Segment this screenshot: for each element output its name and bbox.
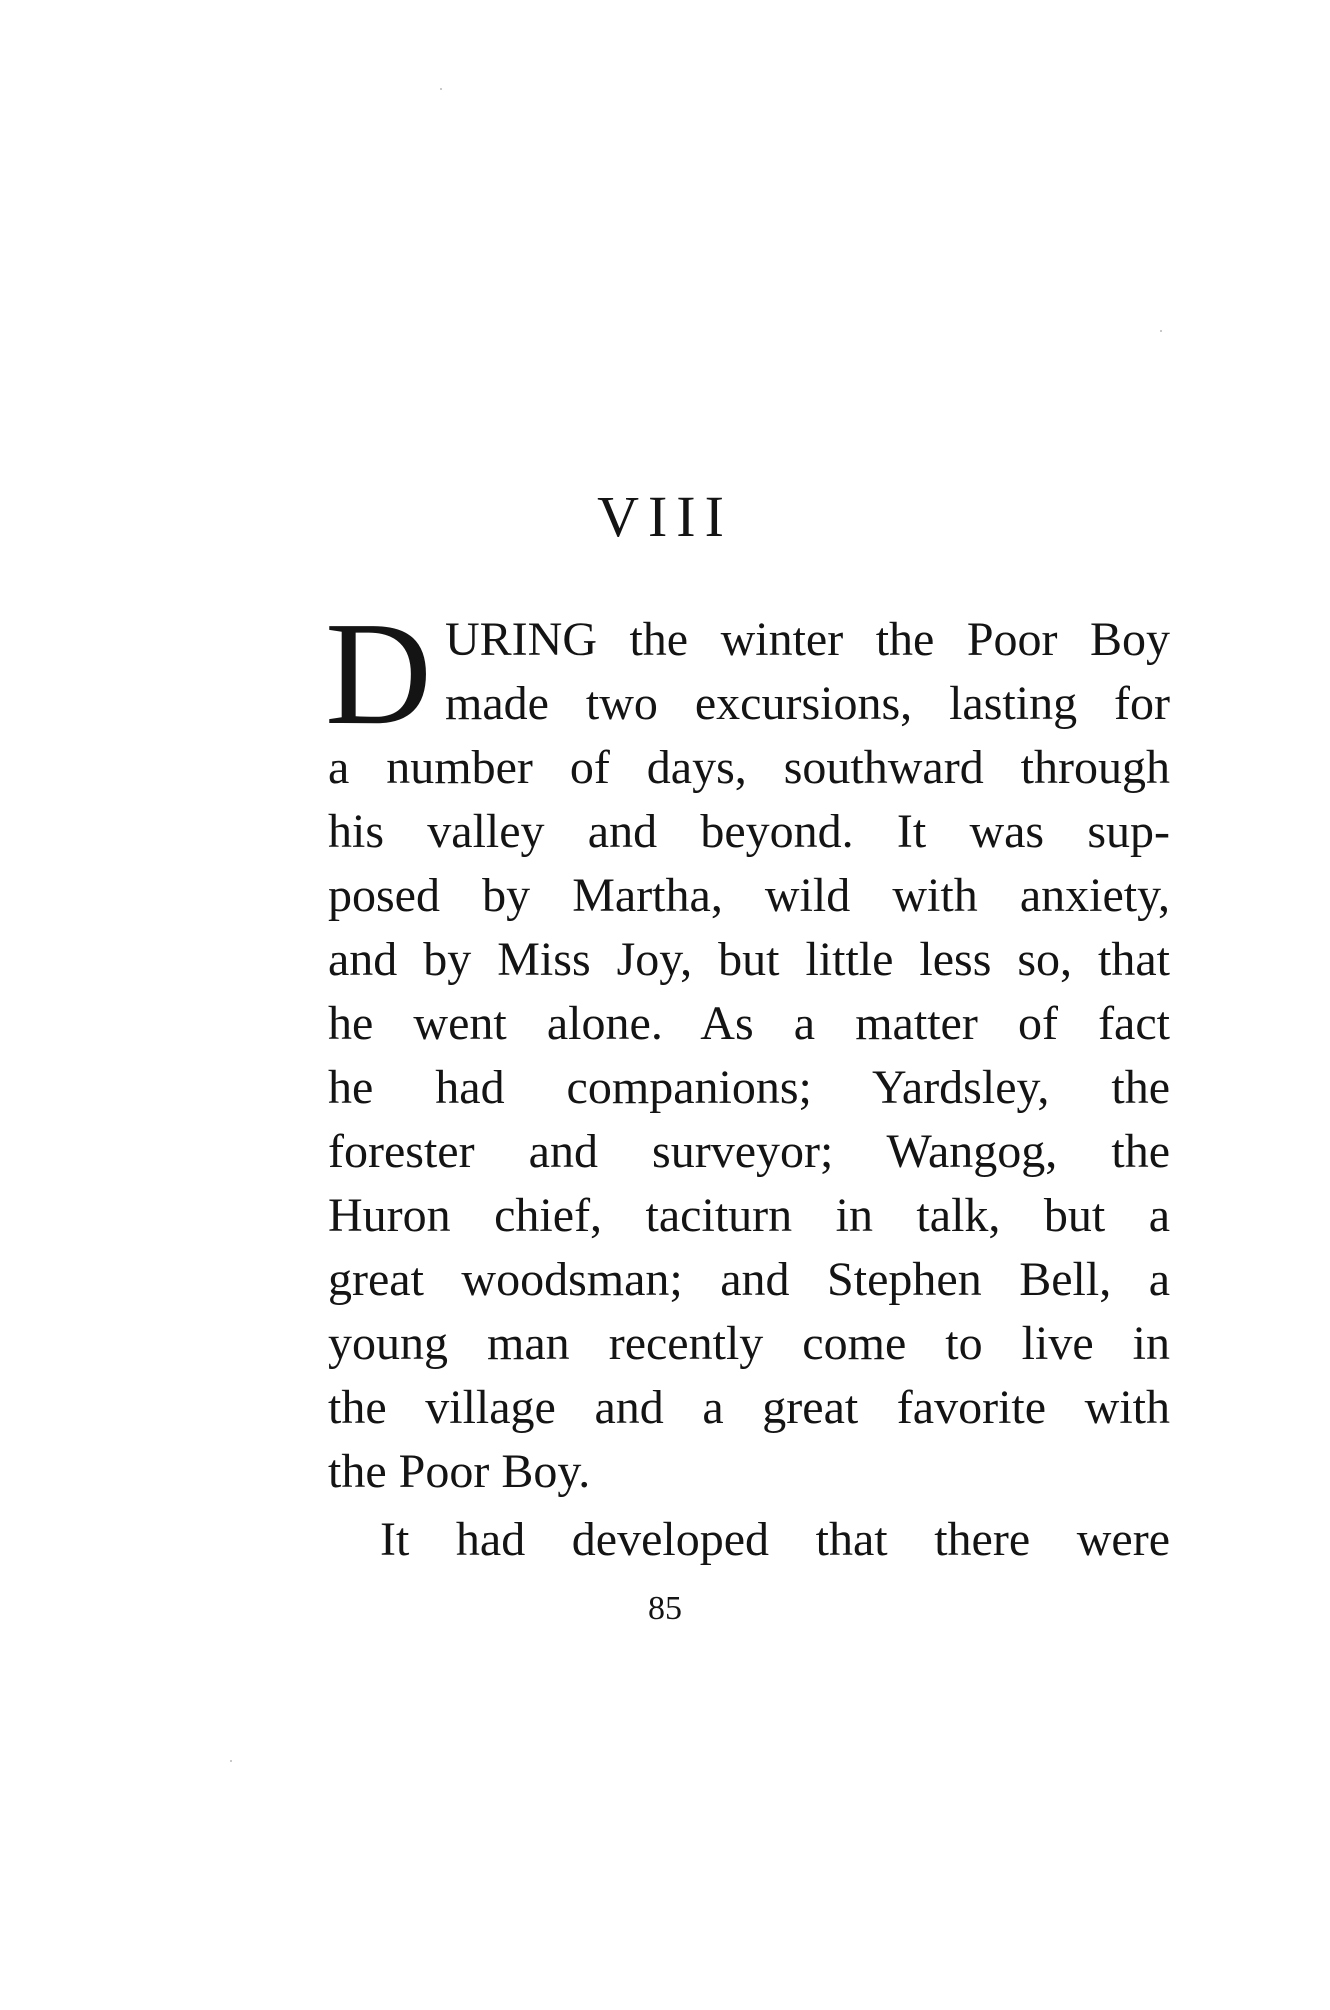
text-line: young man recently come to live in: [328, 1317, 1170, 1370]
chapter-heading: VIII: [597, 484, 733, 549]
text-line: a number of days, southward through: [328, 741, 1170, 794]
drop-cap: D: [325, 592, 432, 756]
text-line: forester and surveyor; Wangog, the: [328, 1125, 1170, 1178]
text-line: Huron chief, taciturn in talk, but a: [328, 1189, 1170, 1242]
text-line: he had companions; Yardsley, the: [328, 1061, 1170, 1114]
text-line: URING the winter the Poor Boy: [445, 613, 1170, 666]
text-line: the village and a great favorite with: [328, 1381, 1170, 1434]
page-number: 85: [648, 1590, 682, 1627]
text-line: posed by Martha, wild with anxiety,: [328, 869, 1170, 922]
text-line: the Poor Boy.: [328, 1445, 591, 1498]
text-line: his valley and beyond. It was sup-: [328, 805, 1170, 858]
paper-speck: [440, 88, 442, 90]
text-line: made two excursions, lasting for: [445, 677, 1170, 730]
text-line: It had developed that there were: [380, 1513, 1170, 1566]
text-line: great woodsman; and Stephen Bell, a: [328, 1253, 1170, 1306]
text-line: and by Miss Joy, but little less so, that: [328, 933, 1170, 986]
text-line: he went alone. As a matter of fact: [328, 997, 1170, 1050]
paper-speck: [230, 1760, 232, 1762]
paper-speck: [1160, 330, 1162, 332]
